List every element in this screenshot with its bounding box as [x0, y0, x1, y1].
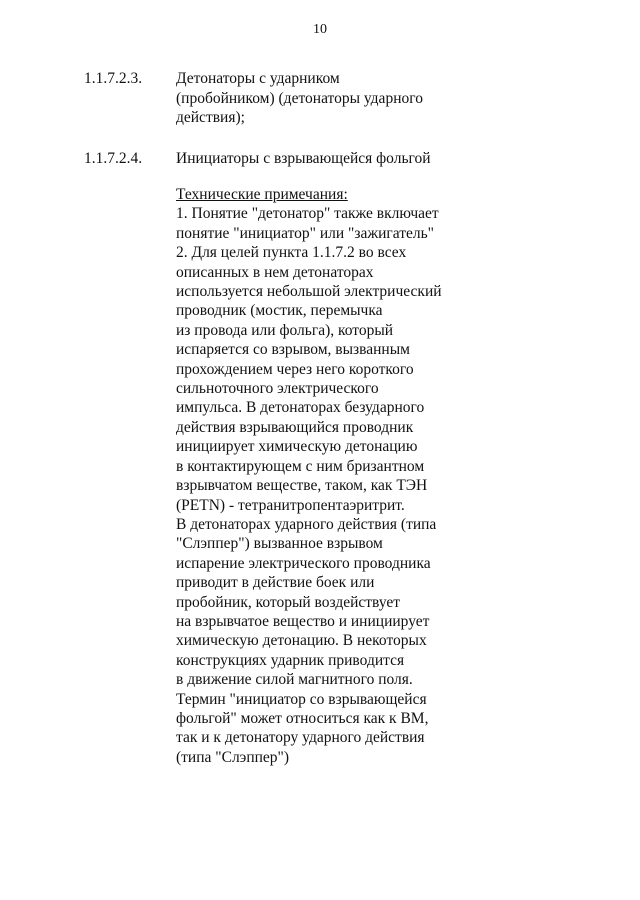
- item-text-line: (пробойником) (детонаторы ударного: [176, 89, 423, 107]
- page-number: 10: [313, 22, 327, 37]
- list-item-1-1-7-2-4: [84, 149, 604, 169]
- note-line: (PETN) - тетранитропентаэритрит.: [176, 496, 405, 514]
- note-line: понятие "инициатор" или "зажигатель": [176, 224, 434, 242]
- note-line: используется небольшой электрический: [176, 283, 442, 301]
- list-item-1-1-7-2-3: [84, 69, 604, 128]
- item-number: 1.1.7.2.4.: [84, 150, 143, 167]
- note-line: "Слэппер") вызванное взрывом: [176, 535, 383, 553]
- note-line: в контактирующем с ним бризантном: [176, 457, 425, 475]
- note-line: 1. Понятие "детонатор" также включает: [176, 205, 439, 223]
- note-line: так и к детонатору ударного действия: [176, 729, 425, 747]
- note-line: взрывчатом веществе, таком, как ТЭН: [176, 477, 428, 495]
- note-line: действия взрывающийся проводник: [176, 418, 414, 436]
- note-line: на взрывчатое вещество и инициирует: [176, 612, 430, 630]
- note-line: Термин "инициатор со взрывающейся: [176, 690, 427, 708]
- item-text-line: действия);: [176, 109, 245, 126]
- note-line: импульса. В детонаторах безударного: [176, 399, 425, 417]
- note-line: приводит в действие боек или: [176, 574, 375, 592]
- technical-notes: [176, 185, 466, 767]
- note-line: конструкциях ударник приводится: [176, 651, 405, 669]
- note-line: фольгой" может относиться как к ВМ,: [176, 709, 429, 727]
- note-line: проводник (мостик, перемычка: [176, 302, 383, 320]
- item-text: [176, 69, 456, 128]
- note-line: инициирует химическую детонацию: [176, 438, 418, 456]
- note-line: пробойник, который воздействует: [176, 593, 401, 611]
- item-text: [176, 149, 476, 169]
- item-text-line: Детонаторы с ударником: [176, 70, 340, 87]
- note-line: испарение электрического проводника: [176, 554, 431, 572]
- note-line: прохождением через него короткого: [176, 360, 414, 378]
- note-line: описанных в нем детонаторах: [176, 263, 374, 281]
- note-line: сильноточного электрического: [176, 380, 379, 398]
- technical-notes-heading: Технические примечания:: [176, 186, 348, 203]
- note-line: из провода или фольга), который: [176, 321, 394, 339]
- note-line: В детонаторах ударного действия (типа: [176, 515, 437, 533]
- note-line: в движение силой магнитного поля.: [176, 671, 413, 689]
- item-number: 1.1.7.2.3.: [84, 70, 143, 87]
- note-line: испаряется со взрывом, вызванным: [176, 341, 410, 359]
- note-line: 2. Для целей пункта 1.1.7.2 во всех: [176, 244, 407, 262]
- note-line: химическую детонацию. В некоторых: [176, 632, 427, 650]
- note-line: (типа "Слэппер"): [176, 748, 290, 766]
- technical-notes-body: [176, 204, 466, 767]
- item-text-line: Инициаторы с взрывающейся фольгой: [176, 150, 431, 167]
